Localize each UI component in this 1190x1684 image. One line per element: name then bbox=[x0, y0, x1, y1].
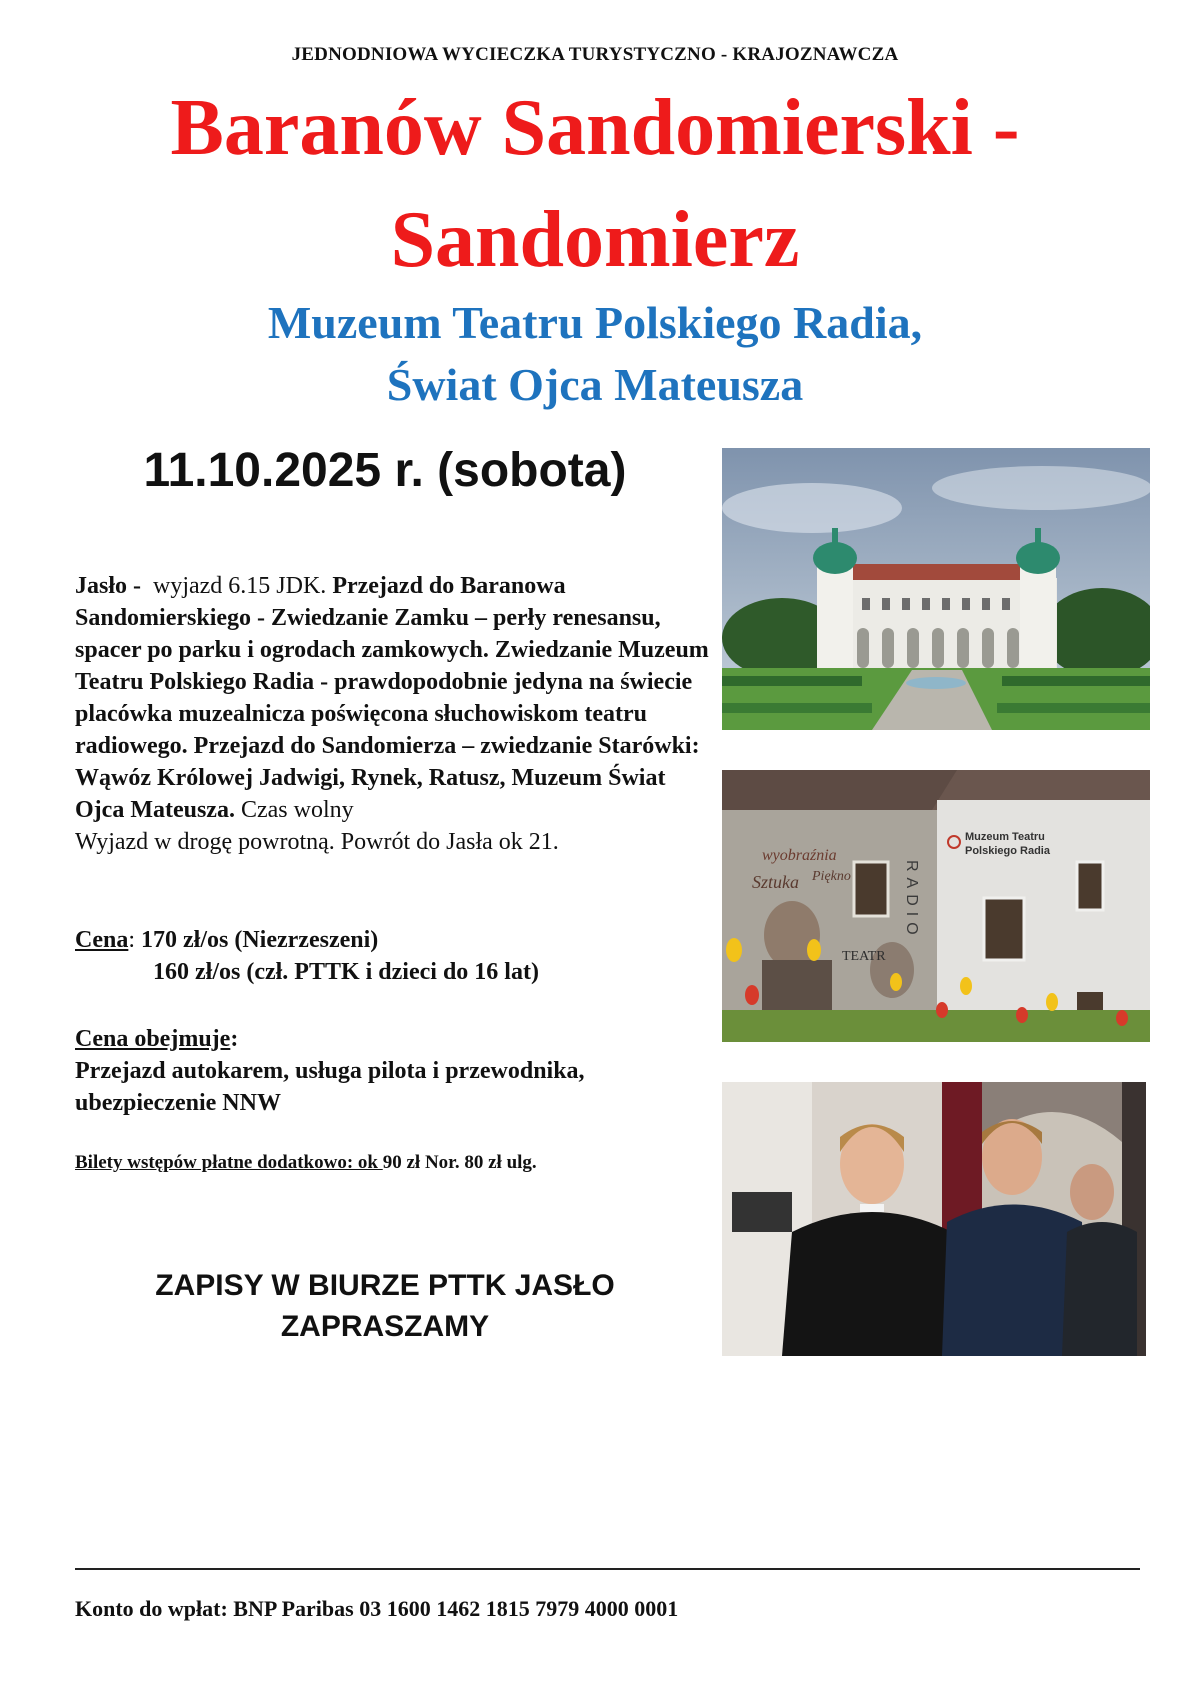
page-title-line2: Sandomierz bbox=[390, 196, 800, 284]
price-section: Cena: 170 zł/os (Niezrzeszeni) 160 zł/os (czł. PTTK i dzieci do 16 lat) bbox=[75, 927, 539, 985]
price-label: Cena bbox=[75, 927, 129, 953]
includes-label: Cena obejmuje bbox=[75, 1026, 231, 1052]
trip-date: 11.10.2025 r. (sobota) bbox=[143, 444, 627, 497]
signup-call-to-action bbox=[40, 1265, 730, 1347]
price-includes-section: Cena obejmuje: Przejazd autokarem, usługa pilota i przewodnika, ubezpieczenie NNW bbox=[75, 1026, 585, 1116]
svg-text:Piękno: Piękno bbox=[812, 869, 851, 884]
start-location: Jasło - bbox=[75, 573, 141, 599]
program-details: Przejazd do Baranowa Sandomierskiego - Zwiedzanie Zamku – perły renesansu, spacer po parku i ogrodach zamkowych. Zwiedzanie Muzeum Teatru Polskiego Radia - prawdopodobnie jedyna na świecie placówka muzealnicza poświęcona słuchowiskom teatru radiowego. Przejazd do Sandomierza – zwiedzanie Starówki: Wąwóz Królowej Jadwigi, Rynek, Ratusz, Muzeum Świat Ojca Mateusza. bbox=[75, 573, 709, 823]
price-regular: 170 zł/os (Niezrzeszeni) bbox=[141, 927, 379, 953]
program-description bbox=[75, 570, 715, 858]
svg-text:Sztuka: Sztuka bbox=[752, 872, 799, 892]
footer-divider bbox=[75, 1568, 1140, 1570]
event-type-heading: JEDNODNIOWA WYCIECZKA TURYSTYCZNO - KRAJOZNAWCZA bbox=[291, 44, 899, 65]
return-info: Wyjazd w drogę powrotną. Powrót do Jasła ok 21. bbox=[75, 829, 559, 855]
svg-text:RADIO: RADIO bbox=[903, 860, 920, 941]
subtitle-line1: Muzeum Teatru Polskiego Radia, bbox=[267, 297, 923, 348]
cta-line2: ZAPRASZAMY bbox=[280, 1310, 490, 1343]
tickets-label: Bilety wstępów płatne dodatkowo: ok bbox=[75, 1152, 383, 1173]
subtitle-line2: Świat Ojca Mateusza bbox=[386, 359, 804, 410]
price-discount: 160 zł/os (czł. PTTK i dzieci do 16 lat) bbox=[153, 959, 539, 985]
bank-account-info: Konto do wpłat: BNP Paribas 03 1600 1462 1815 7979 4000 0001 bbox=[75, 1596, 679, 1621]
museum-building-photo bbox=[722, 770, 1150, 1042]
tickets-note bbox=[75, 1152, 715, 1174]
actors-photo bbox=[722, 1082, 1146, 1356]
free-time: Czas wolny bbox=[240, 797, 354, 823]
includes-text: Przejazd autokarem, usługa pilota i przewodnika, ubezpieczenie NNW bbox=[75, 1058, 585, 1116]
svg-text:Polskiego Radia: Polskiego Radia bbox=[965, 845, 1050, 857]
cta-line1: ZAPISY W BIURZE PTTK JASŁO bbox=[155, 1269, 615, 1302]
castle-photo bbox=[722, 448, 1150, 730]
page-title-line1: Baranów Sandomierski - bbox=[170, 84, 1020, 172]
svg-text:Muzeum Teatru: Muzeum Teatru bbox=[965, 831, 1045, 843]
departure-info: wyjazd 6.15 JDK. bbox=[153, 573, 327, 599]
svg-text:TEATR: TEATR bbox=[842, 949, 886, 964]
svg-text:wyobraźnia: wyobraźnia bbox=[762, 847, 837, 864]
tickets-price: 90 zł Nor. 80 zł ulg. bbox=[382, 1152, 537, 1173]
